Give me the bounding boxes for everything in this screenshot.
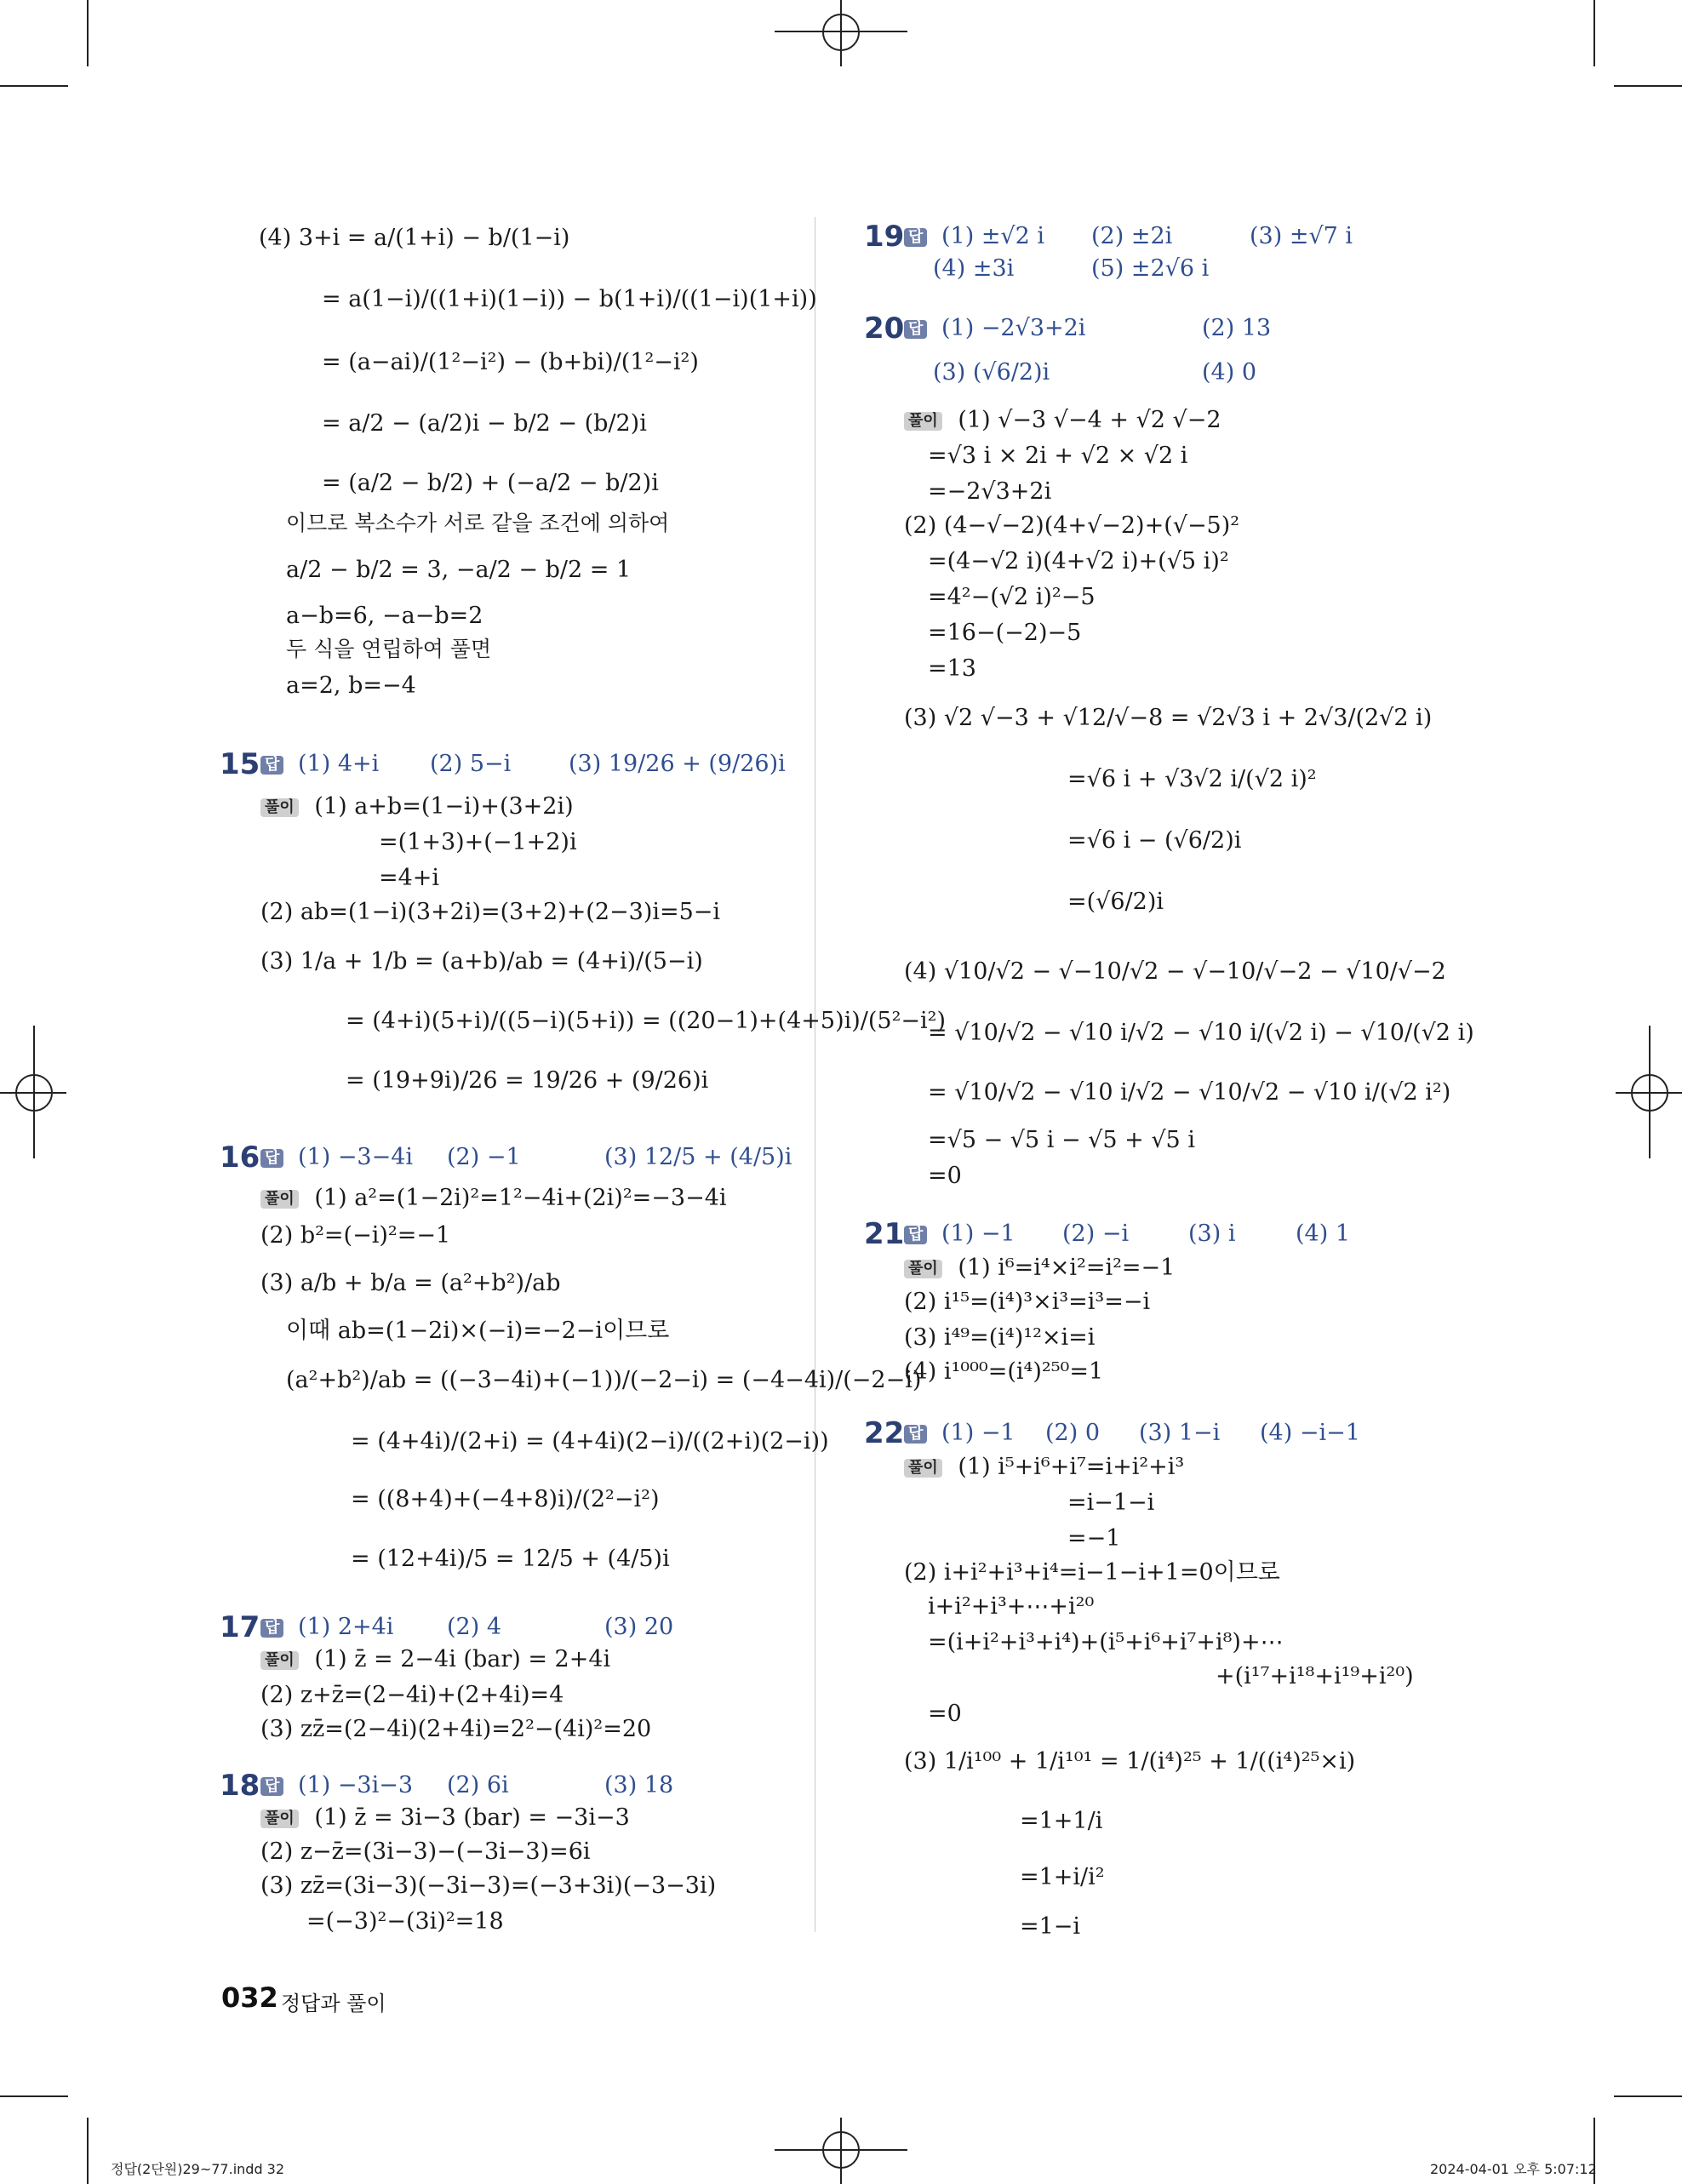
- solution-line: =√6 i + √3√2 i/(√2 i)²: [1067, 766, 1317, 792]
- problem-number: 20: [864, 312, 905, 346]
- page-number: 032: [221, 1981, 278, 2014]
- answer-item: (2) −1: [447, 1144, 521, 1170]
- solution-line: = √10/√2 − √10 i/√2 − √10/√2 − √10 i/(√2 i²): [928, 1079, 1451, 1106]
- solution-badge: 풀이: [904, 1459, 942, 1478]
- answer-item: (2) 5−i: [430, 751, 512, 777]
- answer-item: (5) ±2√6 i: [1091, 255, 1210, 282]
- answer-badge: 답: [260, 1619, 283, 1638]
- solution-text: (1) a²=(1−2i)²=1²−4i+(2i)²=−3−4i: [314, 1185, 727, 1211]
- solution-line: (4) 3+i = a/(1+i) − b/(1−i): [259, 225, 570, 251]
- solution-line: +(i¹⁷+i¹⁸+i¹⁹+i²⁰): [1216, 1663, 1414, 1689]
- problem-number: 22: [864, 1416, 905, 1450]
- solution-line: a=2, b=−4: [286, 672, 416, 699]
- solution-line: =1−i: [1020, 1913, 1081, 1940]
- answer-badge: 답: [904, 320, 927, 339]
- answer-badge: 답: [904, 1226, 927, 1244]
- solution-line: = (a−ai)/(1²−i²) − (b+bi)/(1²−i²): [322, 349, 699, 375]
- solution-line: =1+i/i²: [1020, 1864, 1105, 1890]
- answer-item: (3) ±√7 i: [1250, 223, 1353, 249]
- answer-item: (1) 2+4i: [297, 1614, 394, 1640]
- problem-number: 19: [864, 220, 905, 254]
- solution-text: (1) √−3 √−4 + √2 √−2: [958, 407, 1221, 433]
- solution-line: =1+1/i: [1020, 1808, 1103, 1834]
- solution-line: (2) b²=(−i)²=−1: [260, 1222, 451, 1249]
- answer-item: (1) −1: [941, 1420, 1015, 1446]
- solution-line: =√5 − √5 i − √5 + √5 i: [928, 1127, 1195, 1153]
- solution-line: =16−(−2)−5: [928, 620, 1082, 646]
- solution-badge: 풀이: [260, 798, 299, 817]
- solution-line: (2) z−z̄=(3i−3)−(−3i−3)=6i: [260, 1838, 591, 1865]
- answer-item: (4) −i−1: [1260, 1420, 1360, 1446]
- answer-row: [260, 1774, 413, 1797]
- solution-line: (3) √2 √−3 + √12/√−8 = √2√3 i + 2√3/(2√2 i): [904, 705, 1433, 731]
- solution-line: (3) zz̄=(3i−3)(−3i−3)=(−3+3i)(−3−3i): [260, 1872, 717, 1899]
- answer-item: (1) −1: [941, 1221, 1015, 1247]
- problem-number: 15: [220, 747, 260, 781]
- answer-item: (1) ±√2 i: [941, 223, 1045, 249]
- answer-item: (2) −i: [1062, 1221, 1130, 1247]
- solution-line: [904, 1256, 1175, 1279]
- crop-mark: [0, 85, 68, 87]
- answer-item: (3) 20: [604, 1614, 674, 1640]
- solution-line: =(i+i²+i³+i⁴)+(i⁵+i⁶+i⁷+i⁸)+⋯: [928, 1629, 1284, 1655]
- solution-line: = √10/√2 − √10 i/√2 − √10 i/(√2 i) − √10/(√2 i): [928, 1020, 1474, 1046]
- answer-row: [904, 225, 1044, 248]
- answer-row: [260, 1146, 413, 1169]
- solution-line: [260, 1186, 727, 1209]
- solution-line: (2) z+z̄=(2−4i)+(2+4i)=4: [260, 1682, 564, 1708]
- answer-item: (2) 13: [1202, 315, 1272, 341]
- answer-item: (4) 0: [1202, 359, 1257, 386]
- problem-number: 21: [864, 1217, 905, 1251]
- answer-row: [260, 752, 379, 775]
- solution-line: 이때 ab=(1−2i)×(−i)=−2−i이므로: [286, 1318, 670, 1344]
- solution-line: =(√6/2)i: [1067, 889, 1164, 915]
- answer-item: (1) −2√3+2i: [941, 315, 1086, 341]
- solution-line: = ((8+4)+(−4+8)i)/(2²−i²): [351, 1486, 660, 1512]
- solution-line: =−2√3+2i: [928, 478, 1052, 505]
- solution-line: (4) √10/√2 − √−10/√2 − √−10/√−2 − √10/√−2: [904, 958, 1446, 985]
- solution-text: (1) i⁶=i⁴×i²=i²=−1: [958, 1255, 1176, 1281]
- solution-badge: 풀이: [904, 412, 942, 431]
- solution-line: =√3 i × 2i + √2 × √2 i: [928, 443, 1188, 469]
- answer-item: (2) 0: [1045, 1420, 1101, 1446]
- answer-item: (1) −3i−3: [297, 1772, 414, 1798]
- answer-item: (3) 12/5 + (4/5)i: [604, 1144, 792, 1170]
- solution-line: (a²+b²)/ab = ((−3−4i)+(−1))/(−2−i) = (−4−4i)/(−2−i): [286, 1367, 922, 1393]
- crop-mark: [87, 2118, 89, 2184]
- solution-badge: 풀이: [904, 1260, 942, 1278]
- solution-text: (1) a+b=(1−i)+(3+2i): [314, 793, 574, 820]
- answer-badge: 답: [260, 1777, 283, 1796]
- solution-line: = (4+i)(5+i)/((5−i)(5+i)) = ((20−1)+(4+5)i)/(5²−i²): [346, 1008, 947, 1034]
- answer-badge: 답: [260, 1149, 283, 1168]
- problem-number: 17: [220, 1610, 260, 1644]
- solution-line: (4) i¹⁰⁰⁰=(i⁴)²⁵⁰=1: [904, 1358, 1104, 1385]
- crop-mark: [1593, 0, 1595, 66]
- answer-row: [260, 1615, 393, 1638]
- solution-line: 두 식을 연립하여 풀면: [286, 637, 492, 661]
- solution-line: = (19+9i)/26 = 19/26 + (9/26)i: [346, 1067, 709, 1094]
- solution-line: = (12+4i)/5 = 12/5 + (4/5)i: [351, 1546, 670, 1572]
- solution-line: = a(1−i)/((1+i)(1−i)) − b(1+i)/((1−i)(1+i)): [322, 286, 817, 312]
- solution-line: [260, 795, 574, 818]
- solution-line: (3) 1/i¹⁰⁰ + 1/i¹⁰¹ = 1/(i⁴)²⁵ + 1/((i⁴)²⁵×i): [904, 1748, 1356, 1775]
- solution-line: =13: [928, 655, 976, 682]
- solution-line: =0: [928, 1163, 962, 1189]
- solution-line: (3) i⁴⁹=(i⁴)¹²×i=i: [904, 1324, 1096, 1351]
- solution-line: a/2 − b/2 = 3, −a/2 − b/2 = 1: [286, 557, 632, 583]
- solution-line: =(−3)²−(3i)²=18: [306, 1908, 504, 1935]
- answer-badge: 답: [904, 228, 927, 247]
- answer-item: (1) 4+i: [297, 751, 380, 777]
- answer-item: (3) i: [1188, 1221, 1236, 1247]
- solution-line: (2) (4−√−2)(4+√−2)+(√−5)²: [904, 512, 1240, 539]
- answer-item: (4) 1: [1296, 1221, 1351, 1247]
- problem-number: 16: [220, 1141, 260, 1175]
- solution-text: (1) z̄ = 2−4i (bar) = 2+4i: [314, 1646, 611, 1672]
- solution-line: [904, 409, 1221, 432]
- solution-line: =0: [928, 1701, 962, 1727]
- solution-line: =−1: [1067, 1525, 1121, 1552]
- answer-row: [904, 317, 1085, 340]
- answer-item: (2) 4: [447, 1614, 502, 1640]
- solution-line: [260, 1648, 610, 1671]
- answer-badge: 답: [904, 1425, 927, 1444]
- answer-item: (3) (√6/2)i: [933, 359, 1050, 386]
- solution-badge: 풀이: [260, 1810, 299, 1828]
- solution-line: = (4+4i)/(2+i) = (4+4i)(2−i)/((2+i)(2−i)): [351, 1428, 829, 1455]
- page-label: 정답과 풀이: [281, 1992, 386, 2015]
- solution-line: (3) a/b + b/a = (a²+b²)/ab: [260, 1270, 561, 1296]
- answer-item: (2) ±2i: [1091, 223, 1173, 249]
- solution-line: a−b=6, −a−b=2: [286, 603, 483, 629]
- crop-mark: [0, 2095, 68, 2097]
- solution-line: =√6 i − (√6/2)i: [1067, 827, 1242, 854]
- solution-line: =4+i: [379, 865, 440, 891]
- solution-line: (3) zz̄=(2−4i)(2+4i)=2²−(4i)²=20: [260, 1716, 652, 1742]
- solution-text: (1) z̄ = 3i−3 (bar) = −3i−3: [314, 1804, 630, 1831]
- crop-mark: [1614, 85, 1682, 87]
- solution-line: (2) i+i²+i³+i⁴=i−1−i+1=0이므로: [904, 1559, 1280, 1586]
- solution-line: [260, 1806, 630, 1829]
- answer-item: (1) −3−4i: [297, 1144, 414, 1170]
- solution-line: = a/2 − (a/2)i − b/2 − (b/2)i: [322, 410, 647, 437]
- solution-badge: 풀이: [260, 1190, 299, 1209]
- solution-line: = (a/2 − b/2) + (−a/2 − b/2)i: [322, 470, 659, 496]
- answer-item: (4) ±3i: [933, 255, 1015, 282]
- solution-line: =(1+3)+(−1+2)i: [379, 829, 577, 855]
- solution-line: =i−1−i: [1067, 1489, 1155, 1516]
- solution-line: =4²−(√2 i)²−5: [928, 584, 1096, 610]
- solution-line: (2) ab=(1−i)(3+2i)=(3+2)+(2−3)i=5−i: [260, 899, 721, 925]
- print-slug-file: 정답(2단원)29~77.indd 32: [111, 2161, 285, 2177]
- solution-line: 이므로 복소수가 서로 같을 조건에 의하여: [286, 511, 670, 535]
- answer-row: [904, 1421, 1015, 1444]
- solution-line: =(4−√2 i)(4+√2 i)+(√5 i)²: [928, 548, 1229, 575]
- crop-mark: [87, 0, 89, 66]
- answer-badge: 답: [260, 756, 283, 775]
- answer-item: (3) 19/26 + (9/26)i: [569, 751, 786, 777]
- answer-item: (3) 18: [604, 1772, 674, 1798]
- problem-number: 18: [220, 1769, 260, 1803]
- solution-line: (3) 1/a + 1/b = (a+b)/ab = (4+i)/(5−i): [260, 948, 703, 975]
- solution-text: (1) i⁵+i⁶+i⁷=i+i²+i³: [958, 1454, 1185, 1480]
- solution-badge: 풀이: [260, 1651, 299, 1670]
- answer-row: [904, 1222, 1015, 1245]
- crop-mark: [1614, 2095, 1682, 2097]
- solution-line: [904, 1455, 1184, 1478]
- solution-line: i+i²+i³+⋯+i²⁰: [928, 1593, 1095, 1620]
- solution-line: (2) i¹⁵=(i⁴)³×i³=i³=−i: [904, 1289, 1151, 1315]
- print-slug-timestamp: 2024-04-01 오후 5:07:12: [1430, 2161, 1597, 2177]
- answer-item: (2) 6i: [447, 1772, 509, 1798]
- answer-item: (3) 1−i: [1139, 1420, 1221, 1446]
